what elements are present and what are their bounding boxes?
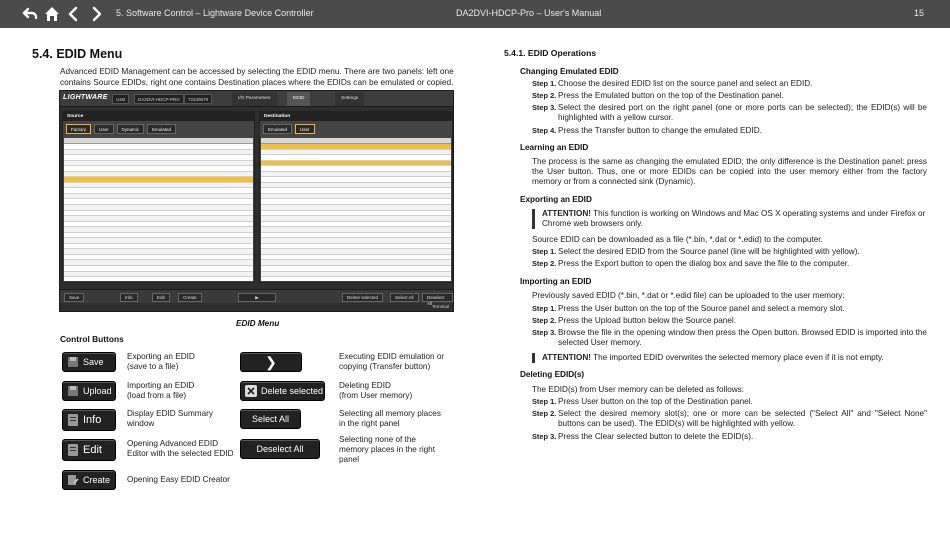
- dest-user-button[interactable]: User: [295, 124, 315, 134]
- create-label: Create: [83, 475, 111, 485]
- importing-step-3: Step 3. Browse the file in the opening window then press the Open button. Browsed EDID is imported into the selected User memory.: [532, 328, 927, 347]
- deselect-all-button-sample: [240, 439, 320, 459]
- dynamic-button[interactable]: Dynamic: [117, 124, 145, 134]
- select-all-description: Selecting all memory places in the right panel: [339, 409, 441, 428]
- upload-description: Importing an EDID (load from a file): [127, 381, 195, 400]
- edit-icon: [67, 444, 79, 456]
- dest-emulated-button[interactable]: Emulated: [263, 124, 292, 134]
- importing-attention: ATTENTION! The imported EDID overwrites the selected memory place even if it is not empty.: [532, 353, 927, 363]
- terminal-label[interactable]: Terminal: [431, 304, 449, 309]
- delete-selected-description: Deleting EDID (from User memory): [339, 381, 413, 400]
- save-description: Exporting an EDID (save to a file): [127, 352, 195, 371]
- exporting-title: Exporting an EDID: [520, 195, 592, 204]
- emulated-button[interactable]: Emulated: [147, 124, 176, 134]
- edit-label: Edit: [83, 444, 102, 456]
- source-panel-title: Source: [63, 112, 254, 121]
- create-icon: [67, 474, 79, 486]
- upload-button-sample: [62, 381, 116, 401]
- deleting-title: Deleting EDID(s): [520, 370, 585, 379]
- importing-step-1: Step 1. Press the User button on the top of the Source panel and select a memory slot.: [532, 304, 845, 313]
- home-icon[interactable]: [44, 6, 60, 22]
- importing-text: Previously saved EDID (*.bin, *.dat or *.edid file) can be uploaded to the user memory:: [532, 291, 845, 300]
- page-number: 15: [913, 8, 924, 18]
- tab-io-parameters[interactable]: I/O Parameters: [232, 92, 277, 106]
- info-icon: [67, 414, 79, 426]
- exporting-step-2: Step 2. Press the Export button to open the dialog box and save the file to the computer.: [532, 259, 850, 268]
- learning-text: The process is the same as changing the emulated EDID; the only difference is the Destination panel: press the User button. Thus, one or more EDIDs can be copied into the user memory either from the factory memory or from a connected sink (Dynamic).: [532, 157, 927, 186]
- close-icon: [245, 385, 257, 397]
- upload-icon: [67, 385, 79, 397]
- deselect-all-label: Deselect All: [256, 444, 304, 454]
- importing-title: Importing an EDID: [520, 277, 592, 286]
- select-all-button-sample: [240, 409, 301, 429]
- operations-title: 5.4.1. EDID Operations: [504, 48, 597, 58]
- delete-selected-button-sample: [240, 381, 325, 401]
- edit-button-sample: [62, 439, 116, 461]
- tab-settings[interactable]: Settings: [335, 92, 364, 106]
- info-label: Info: [83, 414, 102, 426]
- destination-button-row: [260, 121, 452, 137]
- lightware-logo: LIGHTWARE: [63, 94, 108, 101]
- back-icon[interactable]: [22, 6, 38, 22]
- factory-button[interactable]: Factory: [66, 124, 91, 134]
- serial-chip: 72340678: [184, 94, 212, 104]
- tab-edid[interactable]: EDID: [287, 92, 310, 106]
- screenshot-bottom-bar: [60, 289, 453, 306]
- exporting-step-1: Step 1. Select the desired EDID from the Source panel (line will be highlighted with yellow).: [532, 247, 860, 256]
- importing-step-2: Step 2. Press the Upload button below the Source panel.: [532, 316, 736, 325]
- app-bar: [60, 91, 453, 107]
- create-description: Opening Easy EDID Creator: [127, 475, 230, 484]
- transfer-button-sample: [240, 352, 302, 372]
- section-intro: Advanced EDID Management can be accessed by selecting the EDID menu. There are two panels: left one contains Source EDIDs, right one contains Destination places where the EDIDs can be emulated or copied.: [60, 66, 454, 87]
- learning-title: Learning an EDID: [520, 143, 589, 152]
- transfer-arrow-icon: ❯: [265, 354, 277, 370]
- shot-save-button[interactable]: Save: [64, 293, 84, 302]
- deleting-text: The EDID(s) from User memory can be deleted as follows:: [532, 385, 745, 394]
- chevron-right-icon[interactable]: [88, 6, 104, 22]
- save-icon: [67, 356, 79, 368]
- transfer-description: Executing EDID emulation or copying (Transfer button): [339, 352, 445, 371]
- changing-step-2: Step 2. Press the Emulated button on the top of the Destination panel.: [532, 91, 784, 100]
- shot-deselect-all-button[interactable]: Deselect All: [422, 293, 453, 302]
- nav-buttons: [0, 6, 104, 22]
- shot-create-button[interactable]: Create: [178, 293, 202, 302]
- figure-caption: EDID Menu: [236, 319, 280, 328]
- source-button-row: [63, 121, 254, 137]
- create-button-sample: [62, 470, 116, 490]
- destination-panel-title: Destination: [260, 112, 452, 121]
- user-button[interactable]: User: [94, 124, 114, 134]
- shot-select-all-button[interactable]: Select All: [390, 293, 419, 302]
- deleting-step-1: Step 1. Press User button on the top of the Destination panel.: [532, 397, 753, 406]
- save-button-sample: [62, 352, 116, 372]
- changing-step-1: Step 1. Choose the desired EDID list on the source panel and select an EDID.: [532, 79, 813, 88]
- source-panel: [62, 111, 255, 283]
- destination-panel: [259, 111, 453, 283]
- edit-description: Opening Advanced EDID Editor with the selected EDID: [127, 439, 234, 458]
- changing-title: Changing Emulated EDID: [520, 67, 619, 76]
- document-title: DA2DVI-HDCP-Pro – User's Manual: [456, 8, 602, 18]
- chevron-left-icon[interactable]: [66, 6, 82, 22]
- changing-step-3: Step 3. Select the desired port on the right panel (one or more ports can be selected); the EDID(s) will be highlighted with a yellow cursor.: [532, 103, 927, 122]
- deselect-all-description: Selecting none of the memory places in the right panel: [339, 435, 436, 464]
- exporting-text: Source EDID can be downloaded as a file (*.bin, *.dat or *.edid) to the computer.: [532, 235, 823, 244]
- upload-label: Upload: [83, 386, 112, 396]
- shot-transfer-button[interactable]: ▶: [238, 293, 276, 302]
- shot-info-button[interactable]: Info: [120, 293, 138, 302]
- source-edid-table[interactable]: [64, 138, 253, 281]
- device-chip: DA2DVI-HDCP-PRO: [134, 94, 184, 104]
- connection-chip: USB: [112, 94, 129, 104]
- changing-step-4: Step 4. Press the Transfer button to change the emulated EDID.: [532, 126, 762, 135]
- delete-selected-label: Delete selected: [261, 386, 324, 396]
- deleting-step-2: Step 2. Select the desired memory slot(s); one or more can be selected ("Select All" and "Select None" buttons can be used). The EDID(s) will be highlighted with yellow.: [532, 409, 927, 428]
- top-bar: [0, 0, 950, 28]
- chapter-title: 5. Software Control – Lightware Device Controller: [116, 8, 314, 18]
- control-buttons-title: Control Buttons: [60, 334, 124, 344]
- shot-delete-selected-button[interactable]: Delete selected: [342, 293, 383, 302]
- select-all-label: Select All: [251, 414, 290, 424]
- destination-edid-table[interactable]: [261, 138, 451, 281]
- exporting-attention: ATTENTION! This function is working on Windows and Mac OS X operating systems and under Firefox or Chrome web browsers only.: [532, 209, 927, 229]
- info-button-sample: [62, 409, 116, 431]
- save-label: Save: [83, 357, 104, 367]
- deleting-step-3: Step 3. Press the Clear selected button to delete the EDID(s).: [532, 432, 754, 441]
- edid-menu-screenshot: [59, 90, 454, 312]
- info-description: Display EDID Summary window: [127, 409, 213, 428]
- section-title: 5.4. EDID Menu: [32, 47, 123, 61]
- shot-edit-button[interactable]: Edit: [152, 293, 170, 302]
